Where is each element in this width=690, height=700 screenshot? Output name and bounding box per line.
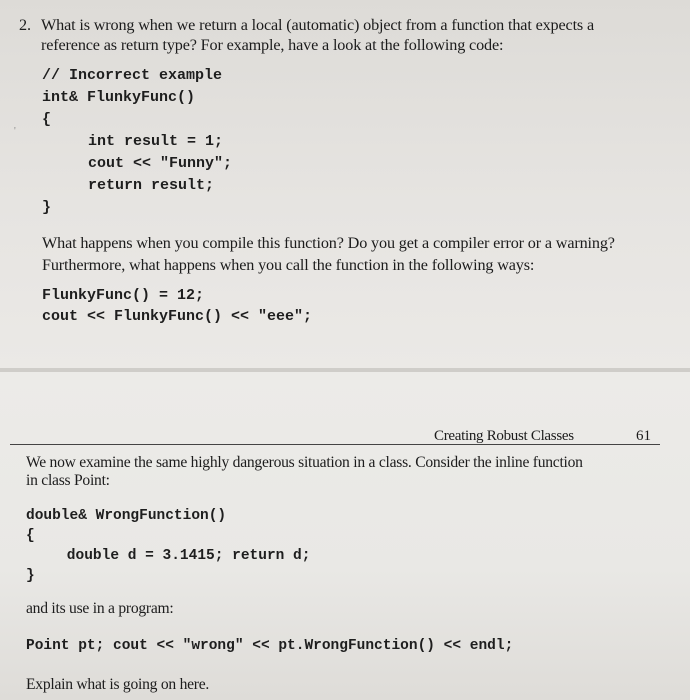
code-line: return result; — [52, 177, 215, 194]
usage-code: Point pt; cout << "wrong" << pt.WrongFunction() << endl; — [26, 638, 514, 654]
code-line: FlunkyFunc() = 12; — [42, 287, 205, 304]
code-line: int& FlunkyFunc() — [42, 89, 196, 106]
paper-speck: ' — [14, 126, 16, 137]
page-number: 61 — [636, 428, 651, 444]
code-line: double& WrongFunction() — [26, 508, 227, 524]
code-line: int result = 1; — [52, 133, 224, 150]
running-head: Creating Robust Classes — [434, 428, 574, 444]
question-line-2: reference as return type? For example, have a look at the following code: — [41, 36, 504, 54]
usage-label: and its use in a program: — [26, 600, 174, 617]
intro-line-2: in class Point: — [26, 472, 110, 489]
book-page — [0, 372, 690, 700]
code-line: cout << "Funny"; — [52, 155, 233, 172]
code-line: } — [42, 199, 52, 216]
code-line: cout << FlunkyFunc() << "eee"; — [42, 308, 313, 325]
code-line: { — [26, 528, 35, 544]
header-rule — [10, 444, 660, 445]
followup-line-1: What happens when you compile this function? Do you get a compiler error or a warning? — [42, 234, 615, 252]
code-line: // Incorrect example — [42, 67, 223, 84]
intro-line-1: We now examine the same highly dangerous situation in a class. Consider the inline function — [26, 454, 583, 471]
code-line: { — [42, 111, 52, 128]
question-line-1: What is wrong when we return a local (automatic) object from a function that expects a — [41, 16, 594, 34]
closing-text: Explain what is going on here. — [26, 676, 210, 693]
exercise-number: 2. — [19, 16, 31, 34]
code-line: double d = 3.1415; return d; — [32, 548, 311, 564]
followup-line-2: Furthermore, what happens when you call the function in the following ways: — [42, 256, 535, 274]
code-line: } — [26, 568, 35, 584]
